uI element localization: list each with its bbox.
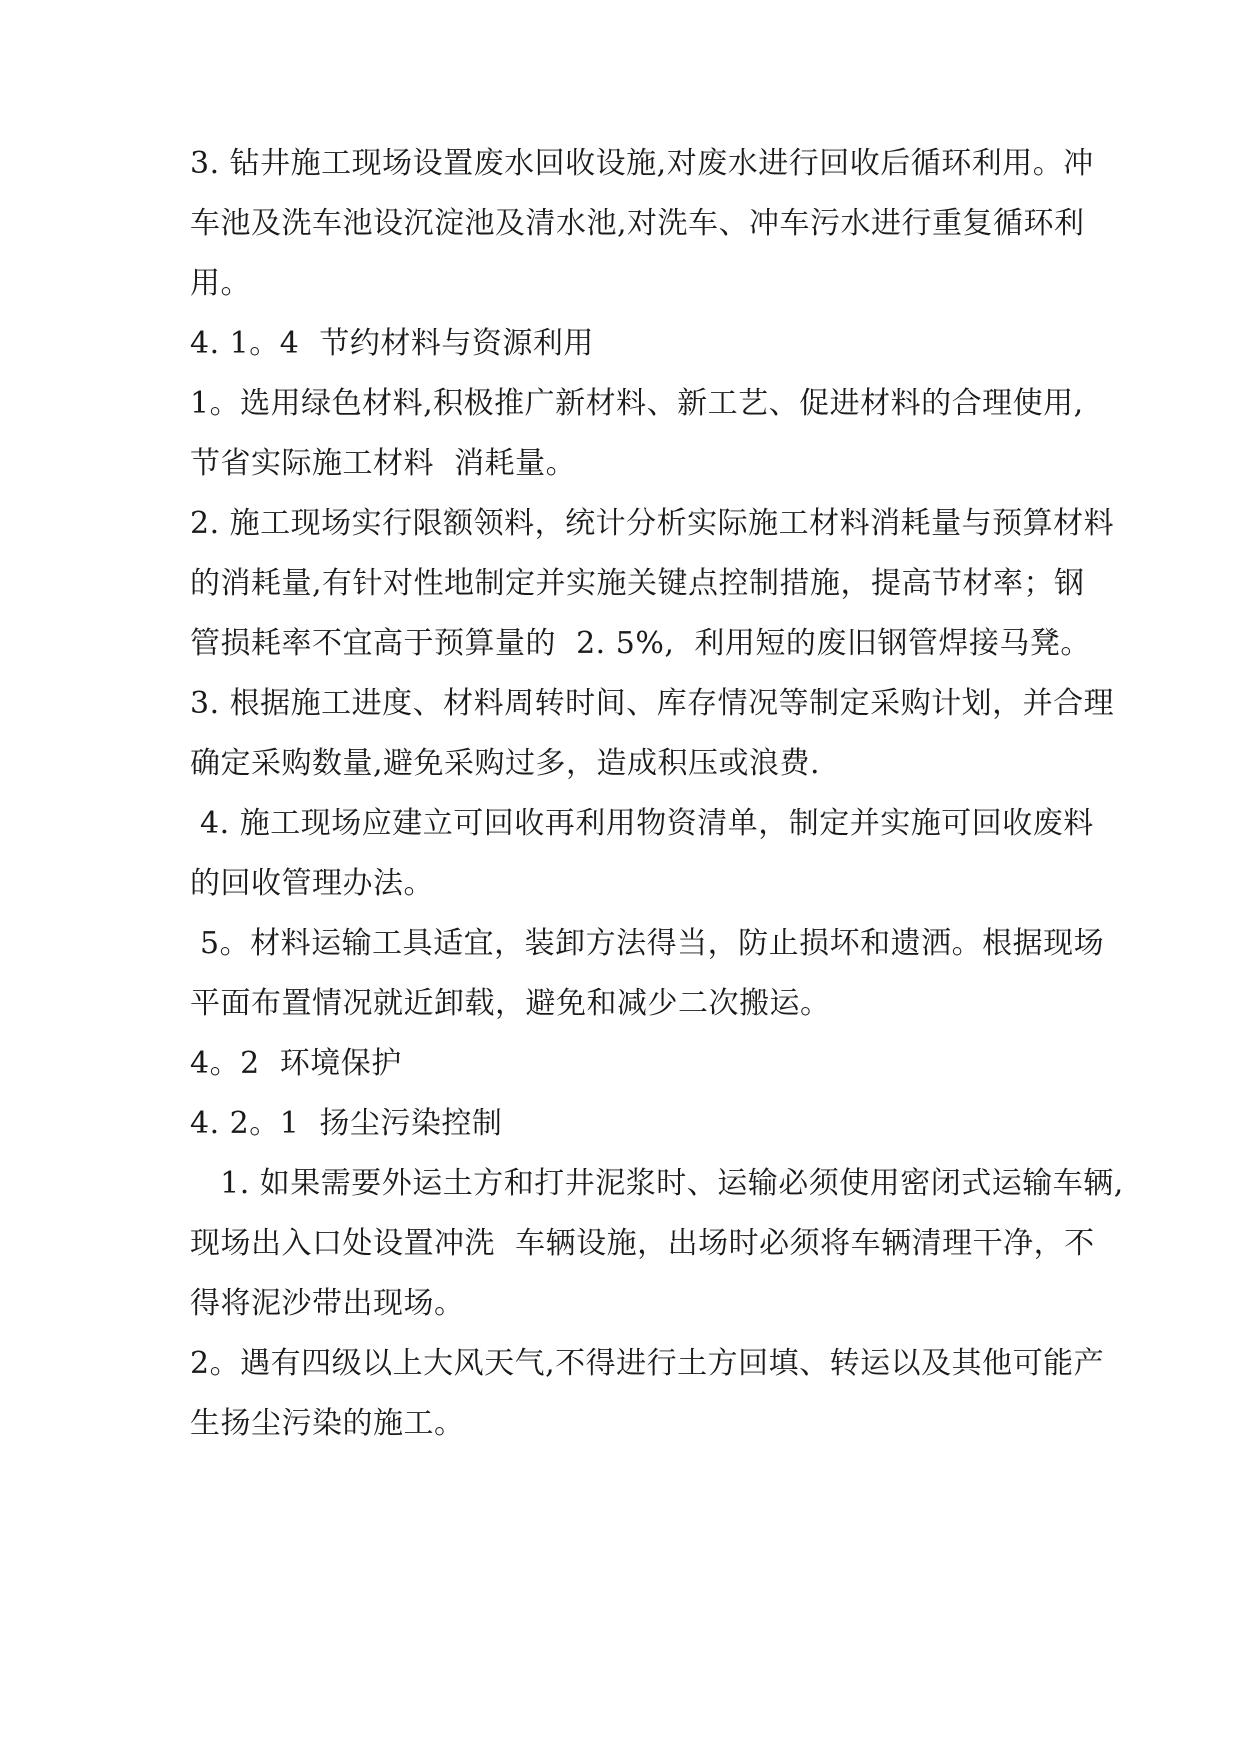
text-line: 节省实际施工材料 消耗量。: [190, 446, 577, 481]
text-line: 现场出入口处设置冲洗 车辆设施，出场时必须将车辆清理干净，不: [190, 1226, 1095, 1261]
text-line: 管损耗率不宜高于预算量的 2. 5%, 利用短的废旧钢管焊接马凳。: [190, 626, 1091, 661]
text-line: 4. 施工现场应建立可回收再利用物资清单，制定并实施可回收废料: [190, 806, 1094, 841]
text-line: 2。遇有四级以上大风天气,不得进行土方回填、转运以及其他可能产: [190, 1346, 1105, 1381]
text-line: 确定采购数量,避免采购过多，造成积压或浪费.: [190, 746, 821, 781]
section-heading: 4. 1。4 节约材料与资源利用: [190, 326, 594, 361]
text-line: 1。选用绿色材料,积极推广新材料、新工艺、促进材料的合理使用,: [190, 386, 1084, 421]
text-line: 3. 根据施工进度、材料周转时间、库存情况等制定采购计划，并合理: [190, 686, 1115, 721]
section-heading: 4。2 环境保护: [190, 1046, 402, 1081]
text-line: 车池及洗车池设沉淀池及清水池,对洗车、冲车污水进行重复循环利: [190, 206, 1085, 241]
text-line: 2. 施工现场实行限额领料，统计分析实际施工材料消耗量与预算材料: [190, 506, 1115, 541]
text-line: 的回收管理办法。: [190, 866, 434, 901]
text-line: 用。: [190, 266, 251, 301]
text-line: 的消耗量,有针对性地制定并实施关键点控制措施，提高节材率；钢: [190, 566, 1085, 601]
text-line: 平面布置情况就近卸载，避免和减少二次搬运。: [190, 986, 831, 1021]
text-line: 得将泥沙带出现场。: [190, 1286, 465, 1321]
text-line: 5。材料运输工具适宜，装卸方法得当，防止损坏和遗洒。根据现场: [190, 926, 1105, 961]
text-line: 3. 钻井施工现场设置废水回收设施,对废水进行回收后循环利用。冲: [190, 146, 1094, 181]
section-heading: 4. 2。1 扬尘污染控制: [190, 1106, 503, 1141]
text-line: 生扬尘污染的施工。: [190, 1406, 465, 1441]
text-line: 1. 如果需要外运土方和打井泥浆时、运输必须使用密闭式运输车辆,: [190, 1166, 1124, 1201]
